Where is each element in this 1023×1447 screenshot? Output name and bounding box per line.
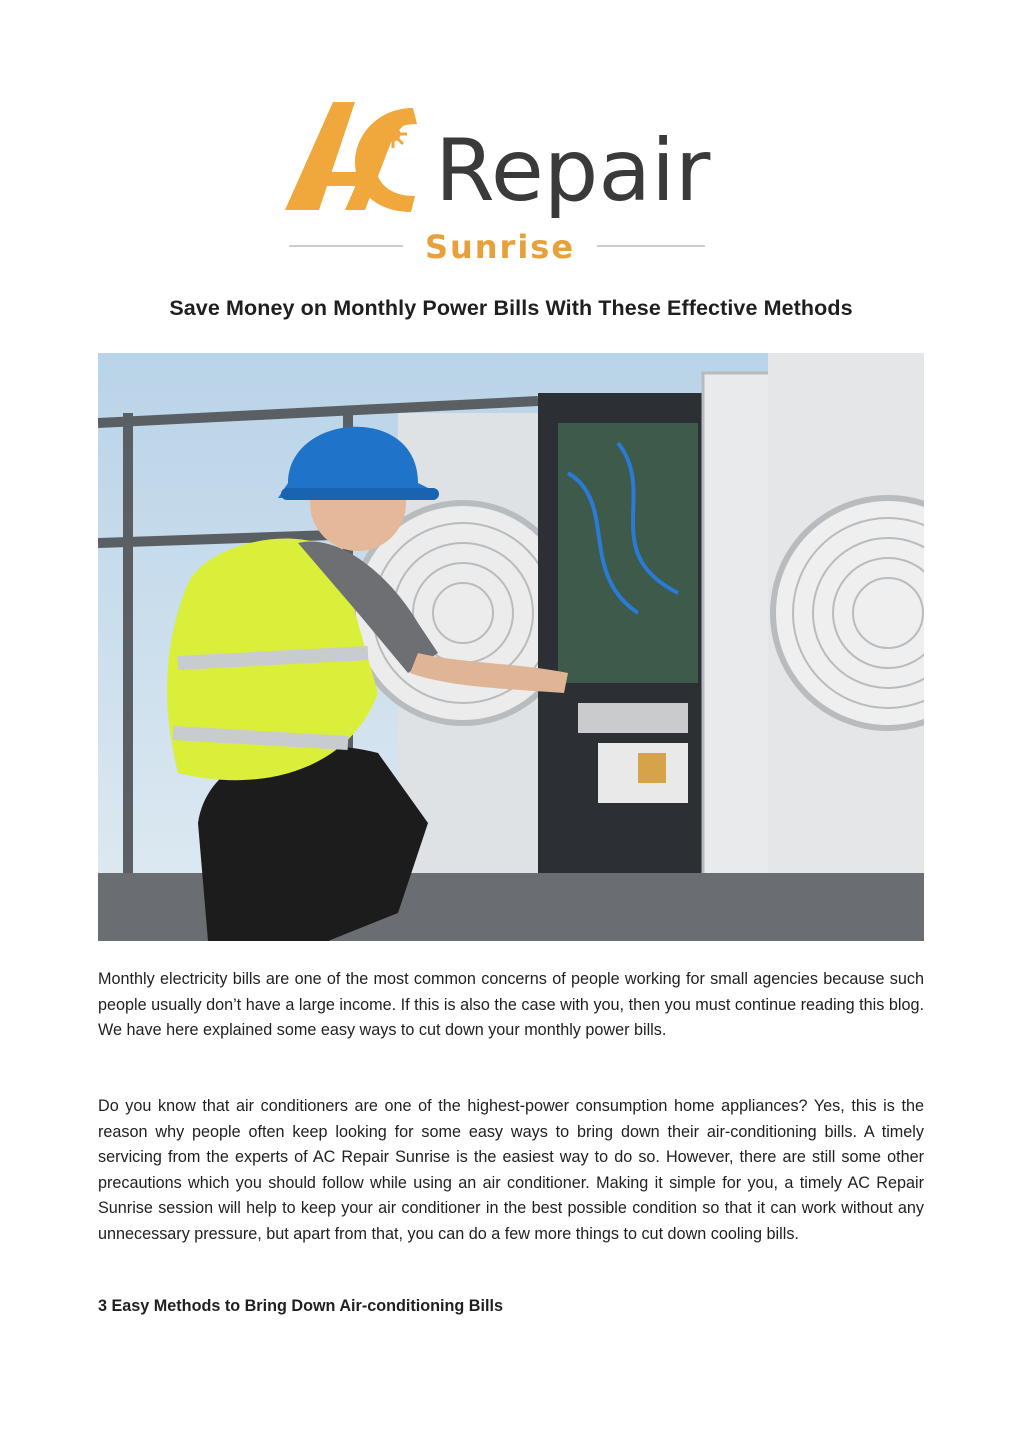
brand-name-main: Repair — [435, 121, 711, 221]
brand-name-sub: Sunrise — [424, 228, 576, 264]
brand-logo — [285, 92, 745, 264]
paragraph-ac-consumption: Do you know that air conditioners are one of the highest-power consumption home appliances? Yes, this is the reason why people often keep looking for some easy ways to bring down their air-conditioning bills. A timely servicing from the experts of AC Repair Sunrise is the easiest way to do so. However, there are still some other precautions which you should follow while using an air conditioner. Making it simple for you, a timely AC Repair Sunrise session will help to keep your air conditioner in the best possible condition so that it can work without any unnecessary pressure, but apart from that, you can do a few more things to cut down cooling bills. — [98, 1097, 924, 1243]
article-title: Save Money on Monthly Power Bills With These Effective Methods — [169, 296, 853, 320]
section-subheading: 3 Easy Methods to Bring Down Air-conditioning Bills — [98, 1297, 503, 1315]
paragraph-intro: Monthly electricity bills are one of the most common concerns of people working for small agencies because such people usually don’t have a large income. If this is also the case with you, then you must continue reading this blog. We have here explained some easy ways to cut down your monthly power bills. — [98, 970, 924, 1039]
ac-mark-icon — [285, 102, 417, 212]
hero-image — [98, 353, 924, 941]
